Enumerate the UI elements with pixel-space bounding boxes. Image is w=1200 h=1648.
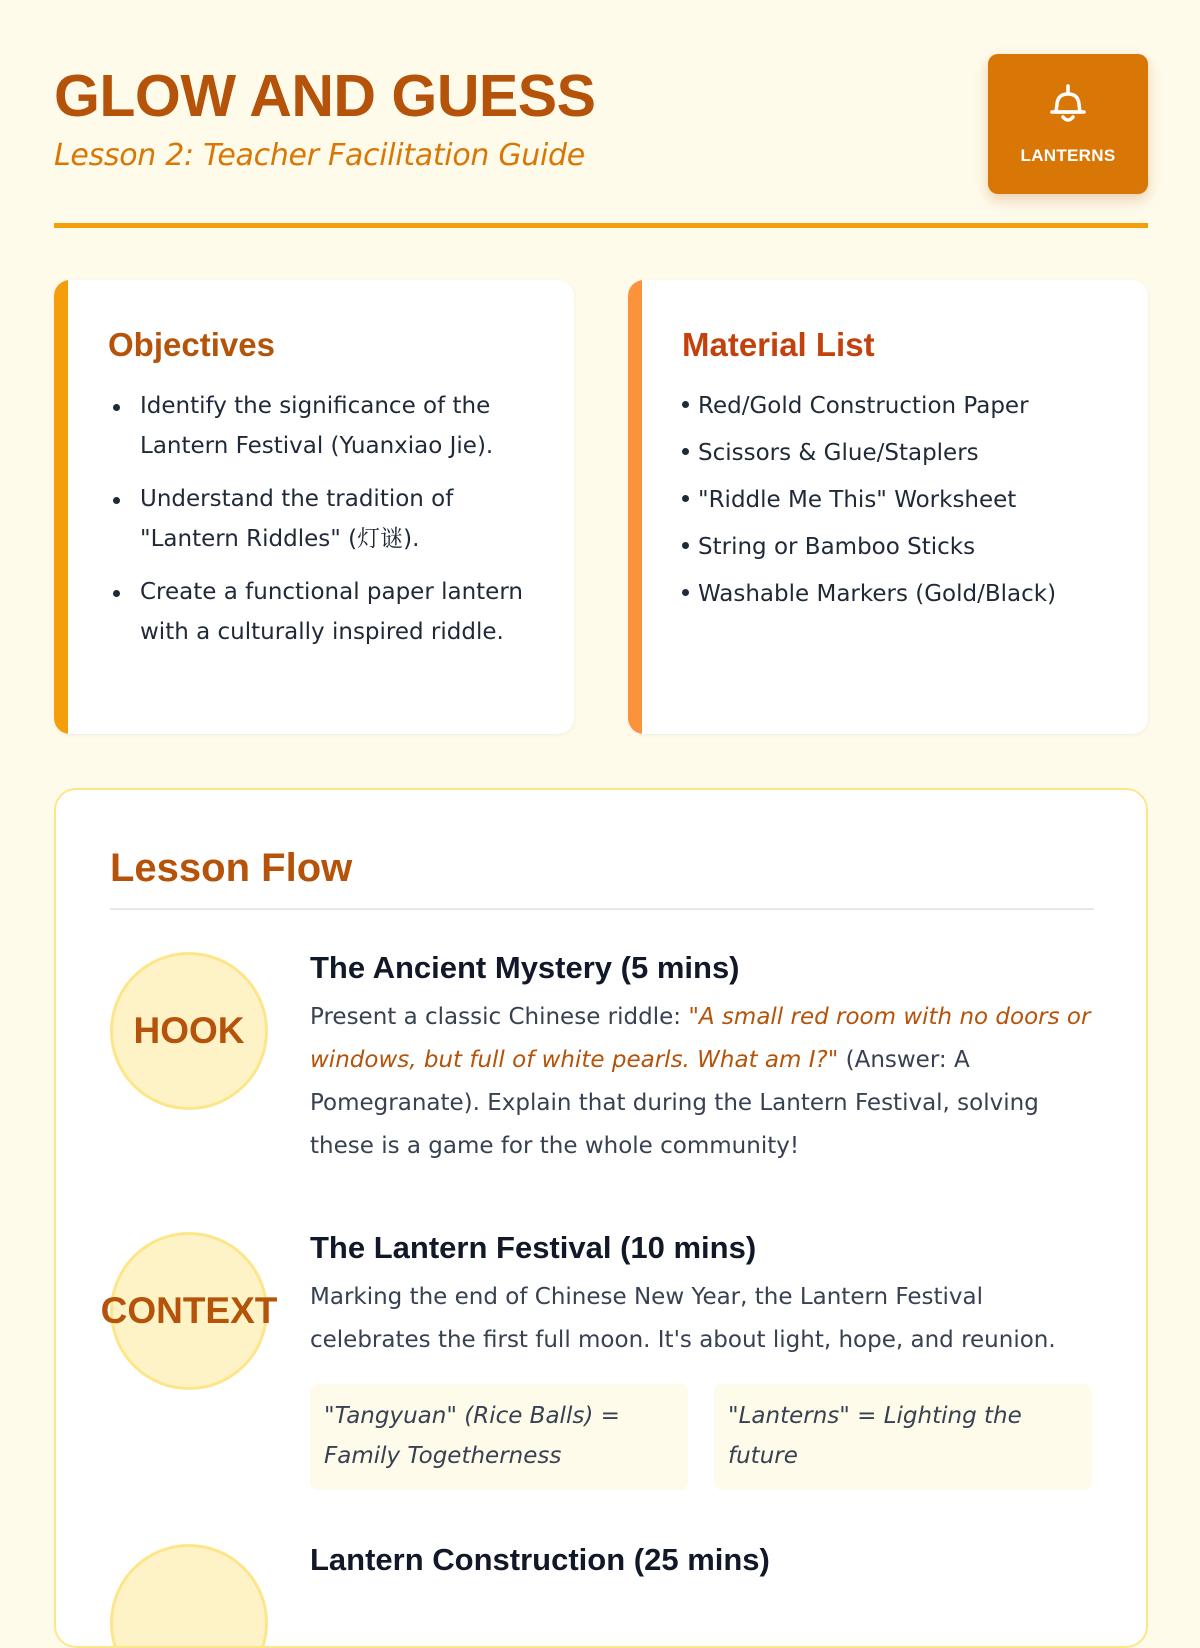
context-note: "Tangyuan" (Rice Balls) = Family Togetherness (310, 1384, 688, 1490)
objectives-heading: Objectives (108, 326, 275, 363)
bullet-icon (682, 495, 689, 502)
riddle-quote: "A small red room with no doors or windows, but full of white pearls. What am I?" (310, 1004, 1091, 1073)
step-circle-hook (110, 952, 268, 1110)
materials-list (682, 386, 1122, 621)
materials-heading: Material List (682, 326, 875, 363)
bullet-icon (682, 542, 689, 549)
step-circle-context (100, 1232, 278, 1390)
list-item-label: Washable Markers (Gold/Black) (698, 581, 1057, 607)
step-title: Lantern Construction (25 mins) (310, 1542, 770, 1577)
step-text: (Answer: A Pomegranate). Explain that during the Lantern Festival, solving these is a game for the whole community! (310, 1047, 1039, 1159)
page-subtitle: Lesson 2: Teacher Facilitation Guide (54, 138, 585, 173)
list-item (682, 574, 1122, 614)
list-item-label: String or Bamboo Sticks (698, 534, 976, 560)
page-header (54, 52, 1148, 228)
divider (110, 908, 1094, 910)
objectives-card (54, 280, 574, 734)
list-item-label: Scissors & Glue/Staplers (698, 440, 979, 466)
list-item: Understand the tradition of "Lantern Riddles" (灯谜). (140, 479, 540, 559)
list-item (682, 527, 1122, 567)
list-item-label: "Riddle Me This" Worksheet (698, 487, 1017, 513)
bell-icon (1044, 80, 1092, 128)
list-item (682, 433, 1122, 473)
objectives-list (140, 386, 540, 665)
list-item-label: Red/Gold Construction Paper (698, 393, 1029, 419)
step-circle-construction (110, 1544, 268, 1648)
lesson-flow-section (54, 788, 1148, 1648)
context-note: "Lanterns" = Lighting the future (714, 1384, 1092, 1490)
materials-card (628, 280, 1148, 734)
card-accent-bar (54, 280, 68, 734)
step-description: Marking the end of Chinese New Year, the Lantern Festival celebrates the first full moon. It's about light, hope, and reunion. (310, 1284, 1056, 1353)
list-item (682, 386, 1122, 426)
card-accent-bar (628, 280, 642, 734)
step-text: Present a classic Chinese riddle: (310, 1004, 689, 1030)
lesson-flow-heading: Lesson Flow (110, 846, 353, 890)
step-description (310, 996, 1100, 1168)
badge-label: LANTERNS (1020, 146, 1116, 165)
step-label: HOOK (133, 1010, 245, 1051)
bullet-icon (682, 589, 689, 596)
bullet-icon (682, 401, 689, 408)
list-item: Create a functional paper lantern with a culturally inspired riddle. (140, 572, 540, 652)
page-title: GLOW AND GUESS (54, 63, 596, 129)
step-label: CONTEXT (100, 1290, 278, 1331)
step-title: The Lantern Festival (10 mins) (310, 1230, 757, 1265)
step-label (83, 1547, 295, 1648)
lanterns-badge (988, 54, 1148, 194)
list-item (682, 480, 1122, 520)
step-title: The Ancient Mystery (5 mins) (310, 950, 740, 985)
bullet-icon (682, 448, 689, 455)
list-item: Identify the significance of the Lantern Festival (Yuanxiao Jie). (140, 386, 540, 466)
